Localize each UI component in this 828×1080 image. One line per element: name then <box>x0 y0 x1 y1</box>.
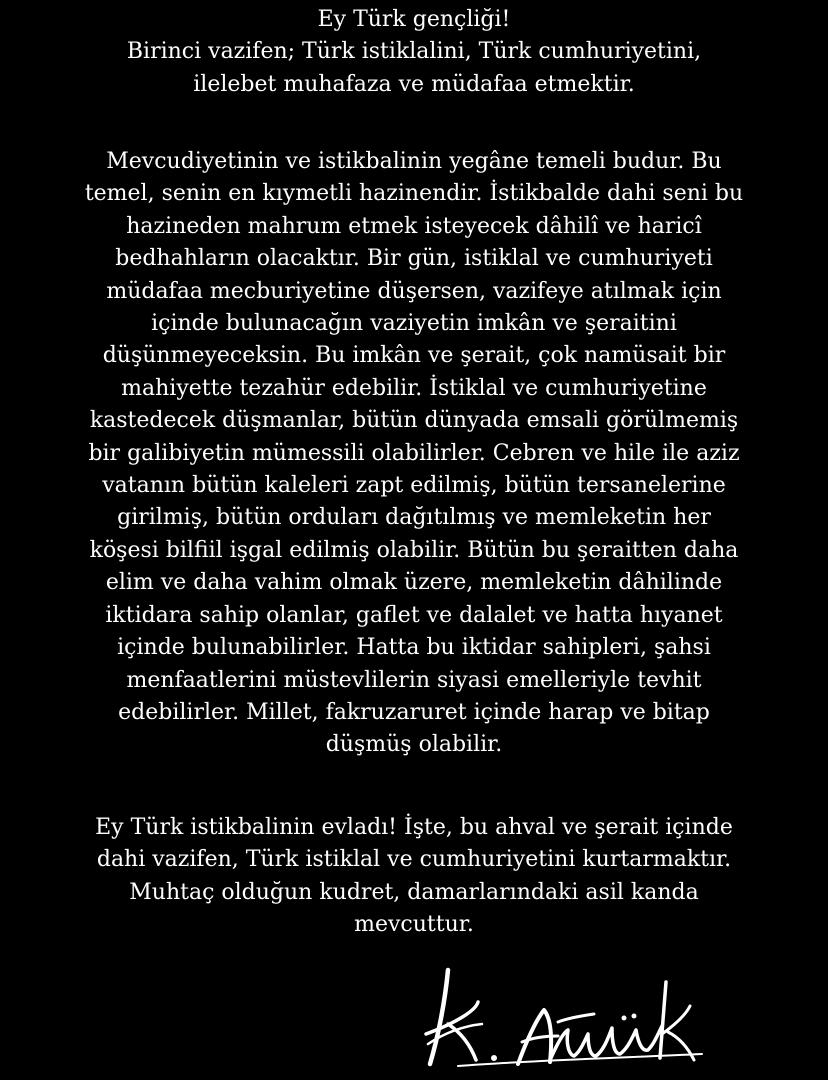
text-line: temel, senin en kıymetli hazinendir. İstikbalde dahi seni bu <box>84 181 744 207</box>
text-line: düşünmeyeceksin. Bu imkân ve şerait, çok namüsait bir <box>102 343 726 369</box>
text-line: içinde bulunabilirler. Hatta bu iktidar sahipleri, şahsi <box>117 635 711 661</box>
text-line: vatanın bütün kaleleri zapt edilmiş, bütün tersanelerine <box>102 473 726 499</box>
handwritten-signature <box>418 962 708 1072</box>
paragraph-body <box>40 146 788 762</box>
signature-icon <box>418 962 708 1072</box>
text-line: mahiyette tezahür edebilir. İstiklal ve cumhuriyetine <box>121 375 707 401</box>
text-line: menfaatlerini müstevlilerin siyasi emelleriyle tevhit <box>126 667 702 693</box>
text-line: Ey Türk gençliği! <box>317 7 511 32</box>
text-line: düşmüş olabilir. <box>325 732 503 758</box>
text-line: müdafaa mecburiyetine düşersen, vazifeye atılmak için <box>106 278 722 304</box>
paragraph-opening <box>40 4 788 101</box>
text-line: edebilirler. Millet, fakruzaruret içinde harap ve bitap <box>118 699 710 725</box>
text-line: kastedecek düşmanlar, bütün dünyada emsali görülmemiş <box>89 408 739 434</box>
text-line: Birinci vazifen; Türk istiklalini, Türk cumhuriyetini, <box>126 39 702 65</box>
text-line: Muhtaç olduğun kudret, damarlarındaki asil kanda <box>129 879 699 905</box>
paragraph-closing <box>40 812 788 942</box>
text-line: hazineden mahrum etmek isteyecek dâhilî ve haricî <box>126 213 702 239</box>
text-line: mevcuttur. <box>354 912 474 938</box>
text-line: iktidara sahip olanlar, gaflet ve dalalet ve hatta hıyanet <box>105 602 723 628</box>
text-line: Mevcudiyetinin ve istikbalinin yegâne temeli budur. Bu <box>106 149 722 174</box>
text-line: köşesi bilfiil işgal edilmiş olabilir. Bütün bu şeraitten daha <box>89 537 739 563</box>
text-line: elim ve daha vahim olmak üzere, memleketin dâhilinde <box>105 570 723 596</box>
text-line: Ey Türk istikbalinin evladı! İşte, bu ahval ve şerait içinde <box>95 815 733 840</box>
text-line: dahi vazifen, Türk istiklal ve cumhuriyetini kurtarmaktır. <box>96 847 732 873</box>
text-line: girilmiş, bütün orduları dağıtılmış ve memleketin her <box>117 505 711 531</box>
text-line: bedhahların olacaktır. Bir gün, istiklal ve cumhuriyeti <box>115 246 713 272</box>
text-line: bir galibiyetin mümessili olabilirler. Cebren ve hile ile aziz <box>88 440 740 466</box>
text-line: içinde bulunacağın vaziyetin imkân ve şeraitini <box>151 311 677 337</box>
text-line: ilelebet muhafaza ve müdafaa etmektir. <box>193 71 635 97</box>
